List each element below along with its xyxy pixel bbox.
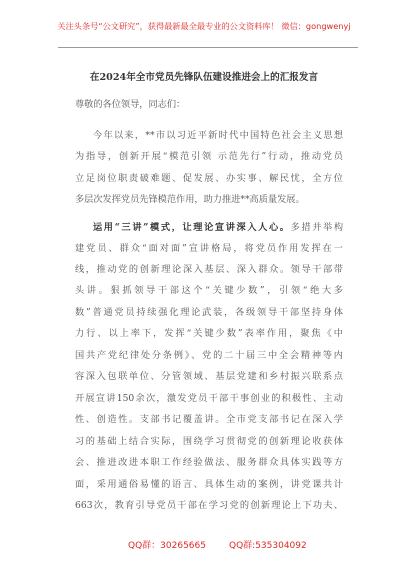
- footer-qq-group-2: QQ群:535304092: [229, 541, 307, 551]
- paragraph-2-line: 国共产党纪律处分条例》、党的二十届三中全会精神等内: [75, 350, 343, 361]
- paragraph-2-line: 663次，教育引导党员干部在学习党的创新理论上下功夫、: [75, 500, 343, 511]
- paragraph-1-line: 立足岗位职责破难题、促发展、办实事、解民忧，全方位: [75, 173, 343, 184]
- paragraph-2-line: 线，推动党的创新理论深入基层、深入群众。领导干部带: [75, 264, 343, 275]
- paragraph-2-heading: 运用“三讲”模式，让理论宣讲深入人心。: [93, 222, 291, 233]
- paragraph-1-line: 为指导，创新开展“模范引领 示范先行”行动，推动党员: [75, 151, 343, 162]
- paragraph-2-line: 性、创造性。支部书记覆盖讲。全市党支部书记在深入学: [75, 414, 343, 425]
- document-title: 在2024年全市党员先锋队伍建设推进会上的汇报发言: [89, 72, 319, 83]
- paragraph-2-line: 建党员、群众“面对面”宣讲格局，将党员作用发挥在一: [75, 243, 343, 254]
- paragraph-2-line: 面，采用通俗易懂的语言、具体生动的案例，讲党课共计: [75, 479, 343, 490]
- paragraph-1-line: 今年以来，**市以习近平新时代中国特色社会主义思想: [93, 130, 343, 141]
- paragraph-2-line: 开展宣讲150余次，激发党员干部干事创业的积极性、主动: [75, 393, 343, 404]
- paragraph-2-first-line: [93, 219, 343, 233]
- paragraph-2-line: 容深入包联单位、分管领域、基层党建和乡村振兴联系点: [75, 371, 343, 382]
- salutation: 尊敬的各位领导，同志们：: [75, 99, 186, 110]
- paragraph-2-lead-text: 多措并举构: [290, 222, 344, 233]
- footer: [0, 538, 408, 552]
- paragraph-2-line: 会、推进改进本职工作经验做法、服务群众具体实践等方: [75, 457, 343, 468]
- header-divider: [58, 47, 358, 48]
- paragraph-2-line: 力行、以上率下，发挥“关键少数”表率作用，聚焦《中: [75, 328, 343, 339]
- footer-qq-group-1: QQ群：30265665: [128, 541, 206, 551]
- paragraph-2-line: 习的基础上结合实际，围绕学习贯彻党的创新理论收获体: [75, 436, 343, 447]
- header-promo-note: 关注头条号“公文研究”，获得最新最全最专业的公文资料库！ 微信：gongwenyj: [57, 21, 351, 31]
- paragraph-1-line: 多层次发挥党员先锋模范作用，助力推进**高质量发展。: [75, 194, 305, 205]
- paragraph-2-line: 头讲。狠抓领导干部这个“关键少数”，引领“绝大多: [75, 285, 343, 296]
- paragraph-2-line: 数”普通党员持续强化理论武装，各级领导干部坚持身体: [75, 307, 343, 318]
